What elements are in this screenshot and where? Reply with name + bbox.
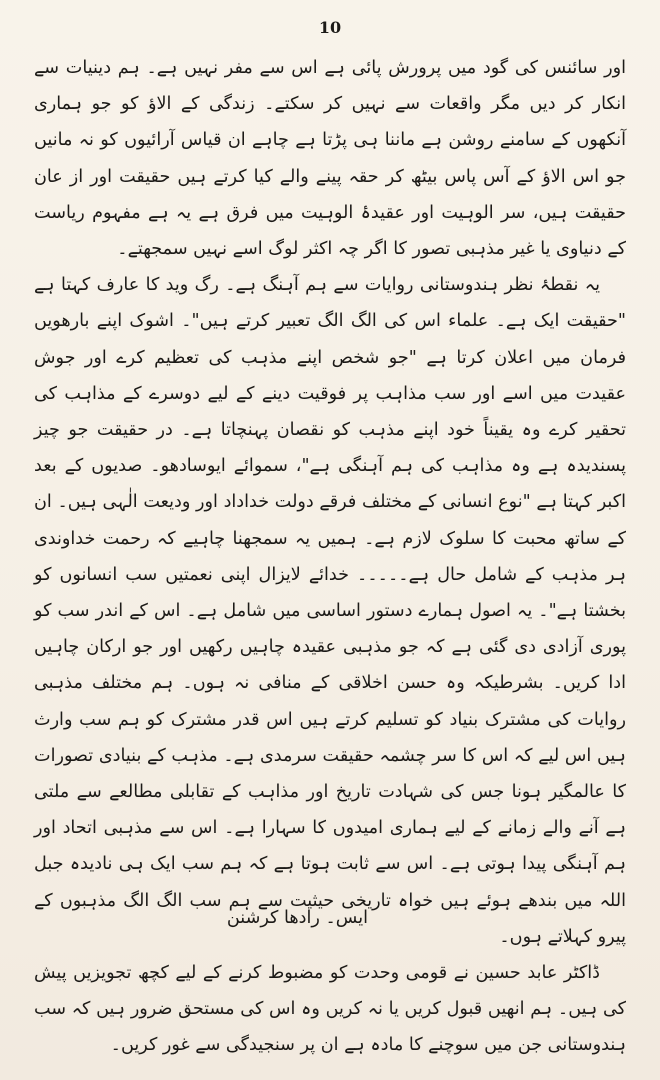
paragraph-2: یہ نقطۂ نظر ہندوستانی روایات سے ہم آہنگ ہے۔ رگ وید کا عارف کہتا ہے "حقیقت ایک ہے۔ علماء اس کی الگ الگ تعبیر کرتے ہیں"۔ اشوک اپنے بارھویں فرمان میں اعلان کرتا ہے "جو شخص اپنے مذہب کی تعظیم کرے اور جوش عقیدت میں اسے اور سب مذاہب پر فوقیت دینے کے لیے دوسرے کے مذاہب کی تحقیر کرے وہ یقیناً خود اپنے مذہب کو نقصان پہنچاتا ہے۔ در حقیقت جو چیز پسندیدہ ہے وہ مذاہب کی ہم آہنگی ہے"، سموائے ایوسادھو۔ صدیوں کے بعد اکبر کہتا ہے "نوع انسانی کے مختلف فرقے دولت خداداد اور ودیعت الٰہی ہیں۔ ان کے ساتھ محبت کا سلوک لازم ہے۔ ہمیں یہ سمجھنا چاہیے کہ رحمت خداوندی ہر مذہب کے شامل حال ہے۔۔۔۔۔ خدائے لایزال اپنی نعمتیں سب انسانوں کو بخشتا ہے"۔ یہ اصول ہمارے دستور اساسی میں شامل ہے۔ اس کے اندر سب کو پوری آزادی دی گئی ہے کہ جو مذہبی عقیدہ چاہیں رکھیں اور جو ارکان چاہیں ادا کریں۔ بشرطیکہ وہ حسن اخلاقی کے منافی نہ ہوں۔ ہم مختلف مذہبی روایات کی مشترک بنیاد کو تسلیم کرتے ہیں اس قدر مشترک کو ہم سب وارث ہیں اس لیے کہ اس کا سر چشمہ حقیقت سرمدی ہے۔ مذہب کے بنیادی تصورات کا عالمگیر ہونا جس کی شہادت تاریخ اور مذاہب کے تقابلی مطالعے سے ملتی ہے آنے والے زمانے کے لیے ہماری امیدوں کا سہارا ہے۔ اس سے مذہبی اتحاد اور ہم آہنگی پیدا ہوتی ہے۔ اس سے ثابت ہوتا ہے کہ ہم سب ایک ہی نادیدہ جبل اللہ میں بندھے ہوئے ہیں خواہ تاریخی حیثیت سے ہم سب الگ الگ مذہبوں کے پیرو کہلاتے ہوں۔	[34, 275, 626, 947]
paragraph-3: ڈاکٹر عابد حسین نے قومی وحدت کو مضبوط کرنے کے لیے کچھ تجویزیں پیش کی ہیں۔ ہم انھیں قبول کریں یا نہ کریں وہ اس کی مستحق ضرور ہیں کہ سب ہندوستانی جن میں سوچنے کا مادہ ہے ان پر سنجیدگی سے غور کریں۔	[34, 963, 626, 1056]
author-signature: ایس۔ رادھا کرشنن	[226, 908, 368, 928]
page-number: 10	[318, 18, 342, 37]
paragraph-1: اور سائنس کی گود میں پرورش پائی ہے اس سے مفر نہیں ہے۔ ہم دینیات سے انکار کر دیں مگر واقعات سے نہیں کر سکتے۔ زندگی کے الاؤ کو جو ہماری آنکھوں کے سامنے روشن ہے ماننا ہی پڑتا ہے چاہے ان قیاس آرائیوں کو نہ مانیں جو اس الاؤ کے آس پاس بیٹھ کر حقہ پینے والے کیا کرتے ہیں حقیقت اور از عان حقیقت ہیں، سر الوہیت اور عقیدۂ الوہیت میں فرق ہے یہ ہے مفہوم ریاست کے دنیاوی یا غیر مذہبی تصور کا اگر چہ اکثر لوگ اسے نہیں سمجھتے۔	[34, 58, 626, 260]
